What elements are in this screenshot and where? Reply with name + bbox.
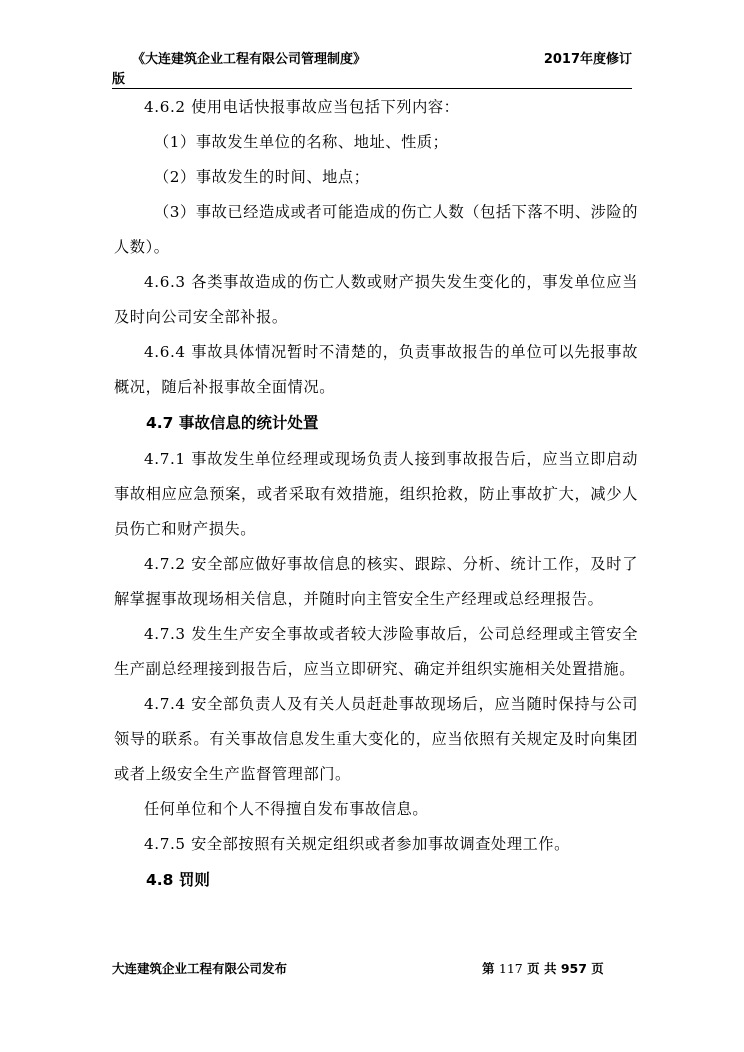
paragraph: 4.7.2 安全部应做好事故信息的核实、跟踪、分析、统计工作，及时了解掌握事故现场相关信息，并随时向主管安全生产经理或总经理报告。 bbox=[114, 555, 638, 608]
page-suffix: 页 bbox=[591, 961, 604, 976]
document-body bbox=[114, 90, 638, 899]
page-prefix: 第 bbox=[482, 961, 495, 976]
footer-publisher: 大连建筑企业工程有限公司发布 bbox=[112, 961, 288, 976]
paragraph: 任何单位和个人不得擅自发布事故信息。 bbox=[144, 800, 429, 818]
list-item: （2）事故发生的时间、地点； bbox=[154, 168, 370, 186]
paragraph: 4.7.3 发生生产安全事故或者较大涉险事故后，公司总经理或主管安全生产副总经理接到报告后，应当立即研究、确定并组织实施相关处置措施。 bbox=[114, 625, 638, 678]
paragraph: 4.6.3 各类事故造成的伤亡人数或财产损失发生变化的，事发单位应当及时向公司安全部补报。 bbox=[114, 273, 638, 326]
list-item: （1）事故发生单位的名称、地址、性质； bbox=[154, 133, 449, 151]
footer-page-indicator bbox=[482, 960, 604, 978]
paragraph: 4.7.5 安全部按照有关规定组织或者参加事故调查处理工作。 bbox=[144, 835, 570, 853]
list-item: （3）事故已经造成或者可能造成的伤亡人数（包括下落不明、涉险的人数）。 bbox=[114, 203, 638, 256]
header-revision-tail: 版 bbox=[112, 72, 126, 87]
page-mid: 页 共 bbox=[527, 961, 557, 976]
header-divider bbox=[112, 88, 632, 89]
page-number: 117 bbox=[498, 961, 523, 976]
paragraph: 4.7.4 安全部负责人及有关人员赶赴事故现场后，应当随时保持与公司领导的联系。有关事故信息发生重大变化的，应当依照有关规定及时向集团或者上级安全生产监督管理部门。 bbox=[114, 695, 638, 783]
header-revision-year: 2017年度修订 bbox=[543, 52, 632, 67]
paragraph: 4.7.1 事故发生单位经理或现场负责人接到事故报告后，应当立即启动事故相应应急预案，或者采取有效措施，组织抢救，防止事故扩大，减少人员伤亡和财产损失。 bbox=[114, 450, 638, 538]
page-total: 957 bbox=[560, 961, 587, 976]
section-heading: 4.7 事故信息的统计处置 bbox=[146, 414, 319, 432]
paragraph: 4.6.4 事故具体情况暂时不清楚的，负责事故报告的单位可以先报事故概况，随后补报事故全面情况。 bbox=[114, 343, 638, 396]
header-title: 《大连建筑企业工程有限公司管理制度》 bbox=[132, 52, 367, 67]
paragraph: 4.6.2 使用电话快报事故应当包括下列内容： bbox=[144, 98, 460, 116]
section-heading: 4.8 罚则 bbox=[146, 871, 210, 889]
